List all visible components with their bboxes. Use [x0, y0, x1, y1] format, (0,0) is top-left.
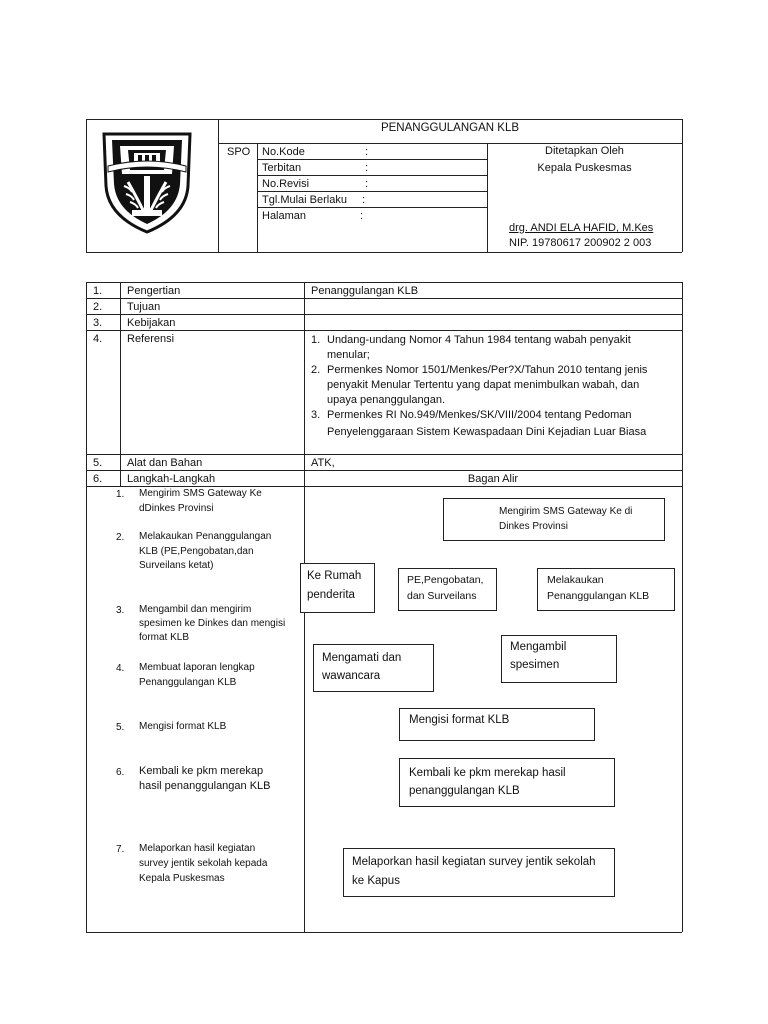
step-2-line3: Surveilans ketat): [139, 560, 214, 571]
referensi-3-line1: Permenkes RI No.949/Menkes/SK/VIII/2004 tentang Pedoman: [327, 409, 632, 421]
step-1-line1: Mengirim SMS Gateway Ke: [139, 488, 262, 499]
row-5-label: Alat dan Bahan: [127, 457, 203, 469]
step-2-no: 2.: [116, 532, 125, 543]
field-halaman: Halaman: [262, 210, 307, 222]
flow-sms-line2: Dinkes Provinsi: [499, 521, 568, 532]
referensi-1-line1: Undang-undang Nomor 4 Tahun 1984 tentang wabah penyakit: [327, 334, 631, 346]
step-7-no: 7.: [116, 844, 125, 855]
flow-box-kembali: [399, 758, 615, 807]
step-6-line1: Kembali ke pkm merekap: [139, 765, 264, 777]
referensi-2-line2: penyakit Menular Tertentu yang dapat menimbulkan wabah, dan: [327, 379, 640, 391]
field-terbitan: Terbitan: [262, 162, 302, 174]
flow-box-pe-pengobatan: [398, 568, 497, 611]
referensi-2-line3: upaya penanggulangan.: [327, 394, 446, 406]
step-3-line3: format KLB: [139, 632, 190, 643]
flow-box-sms-gateway: [443, 498, 665, 541]
row-4-no: 4.: [93, 333, 103, 345]
step-2-line1: Melakaukan Penanggulangan: [139, 531, 272, 542]
row-6-label: Langkah-Langkah: [127, 473, 216, 485]
row-2-no: 2.: [93, 301, 103, 313]
flow-laporkan-line1: Melaporkan hasil kegiatan survey jentik sekolah: [352, 856, 596, 868]
field-no-kode-sep: :: [365, 146, 369, 158]
step-7-line1: Melaporkan hasil kegiatan: [139, 843, 256, 854]
flow-mengamati-line2: wawancara: [322, 670, 381, 682]
row-1-no: 1.: [93, 285, 103, 297]
field-terbitan-sep: :: [365, 162, 369, 174]
flow-mengambil-line2: spesimen: [510, 659, 560, 671]
flow-mengamati-line1: Mengamati dan: [322, 652, 402, 664]
flow-laporkan-line2: ke Kapus: [352, 875, 400, 887]
field-halaman-sep: :: [360, 210, 364, 222]
referensi-1-line2: menular;: [327, 349, 370, 361]
field-no-revisi-sep: :: [365, 178, 369, 190]
step-4-line1: Membuat laporan lengkap: [139, 662, 255, 673]
referensi-1-no: 1.: [311, 334, 321, 346]
row-3-no: 3.: [93, 317, 103, 329]
row-4-label: Referensi: [127, 333, 175, 345]
flow-box-melaporkan: [343, 848, 615, 897]
puskesmas-logo: [98, 126, 196, 236]
flow-mengambil-line1: Mengambil: [510, 641, 567, 653]
flow-box-mengisi-format: [399, 708, 595, 741]
flow-pe-line1: PE,Pengobatan,: [407, 574, 484, 586]
flow-melakukan-line2: Penanggulangan KLB: [547, 590, 650, 602]
referensi-2-line1: Permenkes Nomor 1501/Menkes/Per?X/Tahun 2010 tentang jenis: [327, 364, 648, 376]
ditetapkan-oleh: Ditetapkan Oleh: [545, 145, 624, 157]
referensi-3-line2: Penyelenggaraan Sistem Kewaspadaan Dini Kejadian Luar Biasa: [327, 426, 647, 438]
flow-pe-line2: dan Surveilans: [407, 590, 477, 602]
step-3-line2: spesimen ke Dinkes dan mengisi: [139, 618, 286, 629]
row-2-label: Tujuan: [127, 301, 161, 313]
flow-melakukan-line1: Melakaukan: [547, 574, 604, 586]
field-no-revisi: No.Revisi: [262, 178, 310, 190]
row-6-value: Bagan Alir: [467, 473, 519, 485]
field-tgl-mulai-sep: :: [362, 194, 366, 206]
flow-box-ke-rumah: [300, 563, 375, 613]
flow-box-melakukan: [537, 568, 675, 611]
row-6-no: 6.: [93, 473, 103, 485]
row-1-label: Pengertian: [127, 285, 181, 297]
flow-format-line1: Mengisi format KLB: [409, 714, 510, 726]
row-3-label: Kebijakan: [127, 317, 176, 329]
flow-box-mengamati: [313, 644, 434, 692]
step-1-line2: dDinkes Provinsi: [139, 503, 214, 514]
row-5-value: ATK,: [311, 457, 335, 469]
step-7-line2: survey jentik sekolah kepada: [139, 858, 268, 869]
header-title: PENANGGULANGAN KLB: [380, 122, 520, 134]
row-1-value: Penanggulangan KLB: [311, 285, 419, 297]
field-no-kode: No.Kode: [262, 146, 305, 158]
flow-kembali-line2: penanggulangan KLB: [409, 785, 520, 797]
step-4-line2: Penanggulangan KLB: [139, 677, 237, 688]
spo-label: SPO: [227, 146, 251, 158]
step-7-line3: Kepala Puskesmas: [139, 873, 225, 884]
step-6-no: 6.: [116, 767, 125, 778]
flow-kembali-line1: Kembali ke pkm merekap hasil: [409, 767, 566, 779]
step-3-line1: Mengambil dan mengirim: [139, 604, 252, 615]
field-tgl-mulai: Tgl.Mulai Berlaku: [262, 194, 347, 206]
kepala-puskesmas: Kepala Puskesmas: [537, 162, 632, 174]
referensi-3-no: 3.: [311, 409, 321, 421]
row-5-no: 5.: [93, 457, 103, 469]
flow-box-mengambil: [501, 635, 617, 683]
step-2-line2: KLB (PE,Pengobatan,dan: [139, 546, 254, 557]
flow-rumah-line1: Ke Rumah: [307, 570, 362, 582]
referensi-2-no: 2.: [311, 364, 321, 376]
step-5-line1: Mengisi format KLB: [139, 721, 227, 732]
step-6-line2: hasil penanggulangan KLB: [139, 780, 271, 792]
step-3-no: 3.: [116, 605, 125, 616]
flow-rumah-line2: penderita: [307, 589, 355, 601]
flow-sms-line1: Mengirim SMS Gateway Ke di: [499, 506, 633, 517]
signer-name: drg. ANDI ELA HAFID, M.Kes: [509, 222, 654, 234]
step-1-no: 1.: [116, 489, 125, 500]
step-5-no: 5.: [116, 722, 125, 733]
step-4-no: 4.: [116, 663, 125, 674]
signer-nip: NIP. 19780617 200902 2 003: [509, 237, 652, 249]
